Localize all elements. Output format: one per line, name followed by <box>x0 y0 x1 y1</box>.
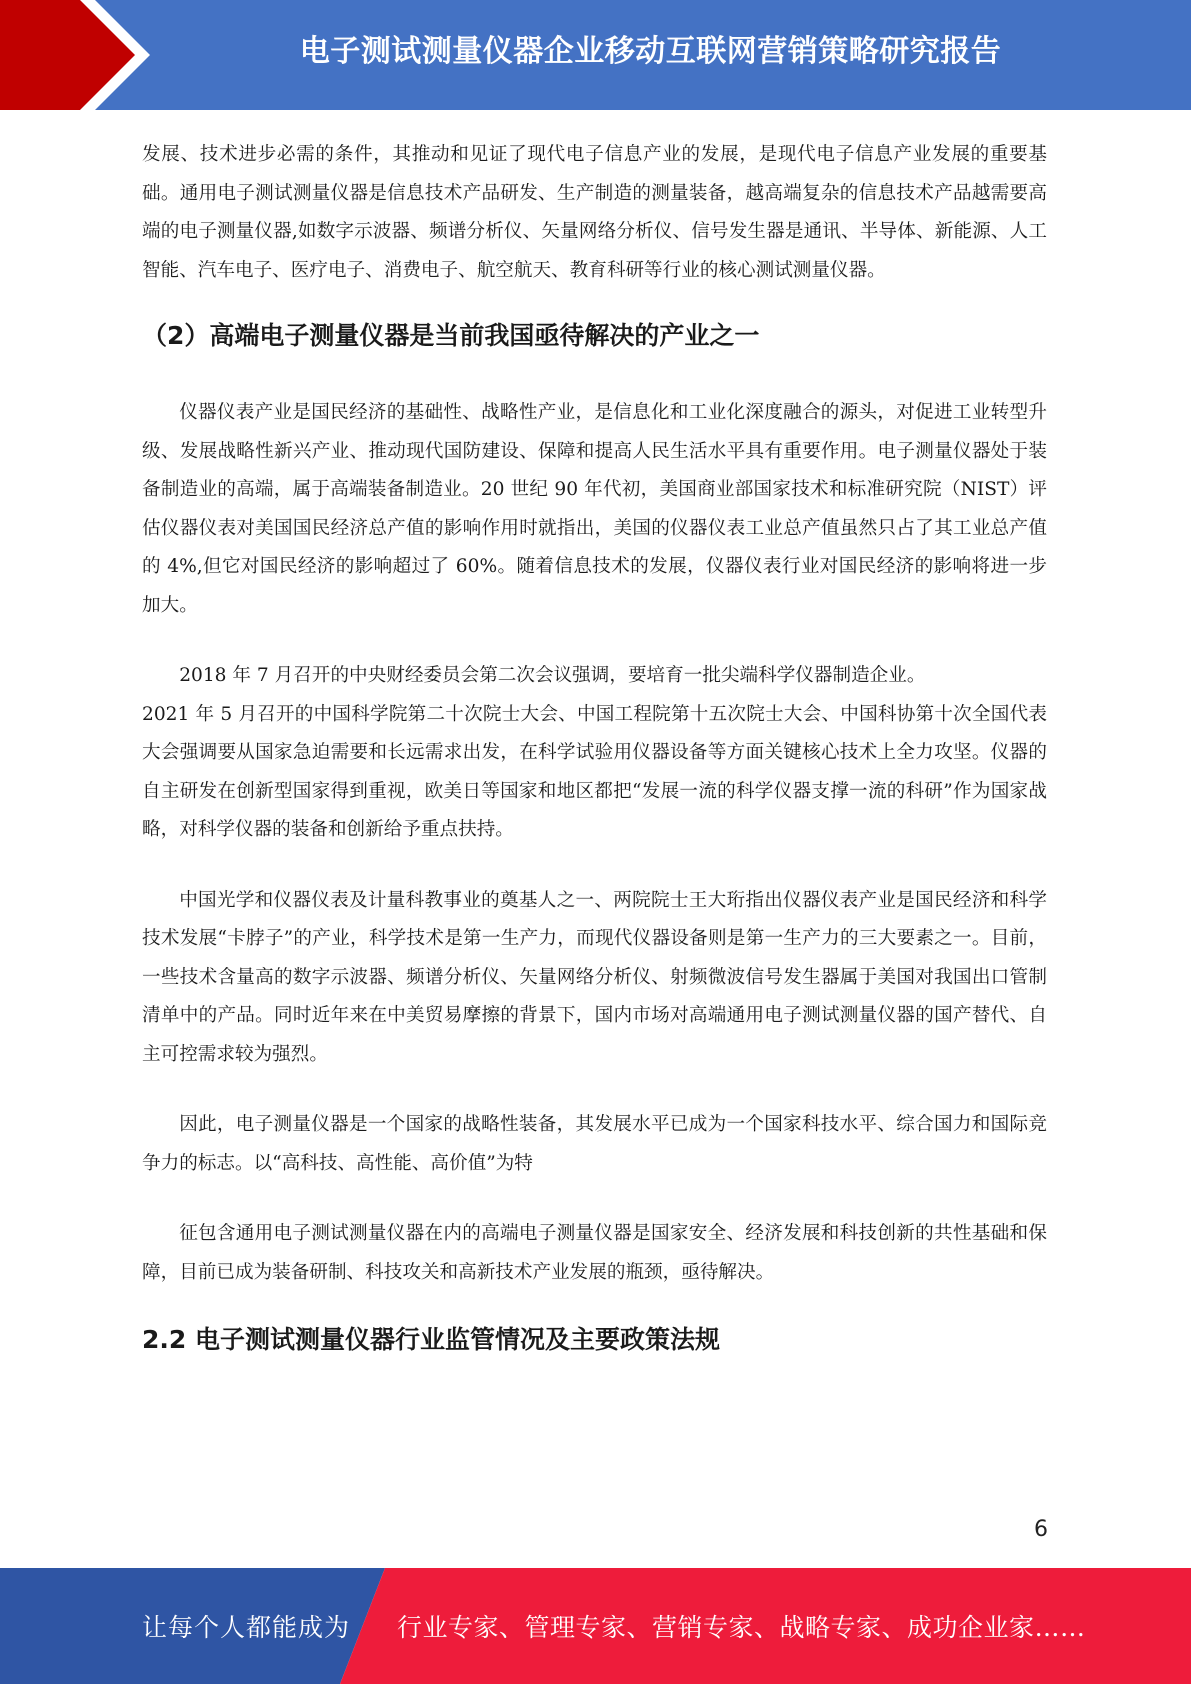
paragraph-wang-daheng: 中国光学和仪器仪表及计量科教事业的奠基人之一、两院院士王大珩指出仪器仪表产业是国民经济和科学技术发展“卡脖子”的产业，科学技术是第一生产力，而现代仪器设备则是第一生产力的三大要素之一。目前，一些技术含量高的数字示波器、频谱分析仪、矢量网络分析仪、射频微波信号发生器属于美国对我国出口管制清单中的产品。同时近年来在中美贸易摩擦的背景下，国内市场对高端通用电子测试测量仪器的国产替代、自主可控需求较为强烈。 <box>142 889 1047 1065</box>
header-title: 电子测试测量仪器企业移动互联网营销策略研究报告 <box>299 34 1002 69</box>
paragraph-instrument-industry: 仪器仪表产业是国民经济的基础性、战略性产业，是信息化和工业化深度融合的源头，对促进工业转型升级、发展战略性新兴产业、推动现代国防建设、保障和提高人民生活水平具有重要作用。电子测量仪器处于装备制造业的高端，属于高端装备制造业。20 世纪 90 年代初，美国商业部国家技术和标准研究院（NIST）评估仪器仪表对美国国民经济总产值的影响作用时就指出，美国的仪器仪表工业总产值虽然只占了其工业总产值的 4%,但它对国民经济的影响超过了 60%。随着信息技术的发展，仪器仪表行业对国民经济的影响将进一步加大。 <box>142 402 1047 616</box>
paragraph-bottleneck: 征包含通用电子测试测量仪器在内的高端电子测量仪器是国家安全、经济发展和科技创新的共性基础和保障，目前已成为装备研制、科技攻关和高新技术产业发展的瓶颈，亟待解决。 <box>142 1223 1047 1283</box>
section-heading-2-2-regulation: 2.2 电子测试测量仪器行业监管情况及主要政策法规 <box>142 1325 720 1354</box>
page-footer <box>0 1568 1191 1684</box>
footer-slogan-left: 让每个人都能成为 <box>142 1613 351 1642</box>
paragraph-intro-continuation: 发展、技术进步必需的条件，其推动和见证了现代电子信息产业的发展，是现代电子信息产业发展的重要基础。通用电子测试测量仪器是信息技术产品研发、生产制造的测量装备，越高端复杂的信息技术产品越需要高端的电子测量仪器,如数字示波器、频谱分析仪、矢量网络分析仪、信号发生器是通讯、半导体、新能源、人工智能、汽车电子、医疗电子、消费电子、航空航天、教育科研等行业的核心测试测量仪器。 <box>142 144 1047 281</box>
footer-slogan-right: 行业专家、管理专家、营销专家、战略专家、成功企业家…… <box>397 1613 1086 1642</box>
document-body <box>142 130 1047 1360</box>
paragraph-strategic-equipment: 因此，电子测量仪器是一个国家的战略性装备，其发展水平已成为一个国家科技水平、综合国力和国际竞争力的标志。以“高科技、高性能、高价值”为特 <box>142 1114 1047 1174</box>
page-number: 6 <box>1034 1517 1048 1542</box>
paragraph-2018-meeting: 2018 年 7 月召开的中央财经委员会第二次会议强调，要培育一批尖端科学仪器制造企业。 <box>179 665 926 686</box>
page-header <box>0 0 1191 110</box>
paragraph-2021-conference: 2021 年 5 月召开的中国科学院第二十次院士大会、中国工程院第十五次院士大会、中国科协第十次全国代表大会强调要从国家急迫需要和长远需求出发，在科学试验用仪器设备等方面关键核心技术上全力攻坚。仪器的自主研发在创新型国家得到重视，欧美日等国家和地区都把“发展一流的科学仪器支撑一流的科研”作为国家战略，对科学仪器的装备和创新给予重点扶持。 <box>142 703 1047 840</box>
section-heading-high-end-instruments: （2）高端电子测量仪器是当前我国亟待解决的产业之一 <box>142 321 760 350</box>
